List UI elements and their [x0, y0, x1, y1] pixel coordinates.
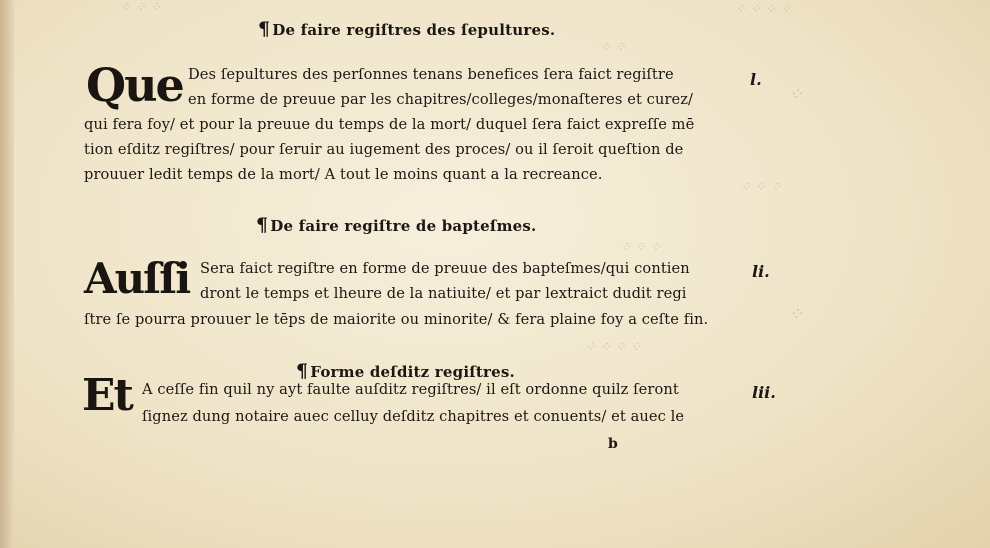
- show-through-text: ⁘ ⁘ ⁘: [740, 180, 781, 195]
- show-through-text: ⁘ ⁘ ⁘: [120, 0, 161, 15]
- margin-number: lii.: [752, 383, 776, 402]
- heading-text: De faire regiſtre de bapteſmes.: [270, 217, 537, 235]
- show-through-margin: ⁘: [788, 304, 804, 325]
- text-line: tion eſditz regiſtres/ pour ſeruir au iugement des proces/ ou il ſeroit queſtion de: [84, 141, 684, 158]
- show-through-margin: ⁘: [788, 84, 804, 105]
- section-heading: [258, 18, 555, 40]
- text-line: dront le temps et lheure de la natiuite/ et par lextraict dudit regi: [200, 285, 687, 302]
- pilcrow-icon: ¶: [296, 360, 309, 382]
- section-heading: [256, 214, 536, 236]
- margin-number: li.: [752, 262, 770, 281]
- pilcrow-icon: ¶: [258, 18, 271, 40]
- pilcrow-icon: ¶: [256, 214, 269, 236]
- text-line: qui fera foy/ et pour la preuue du temps de la mort/ duquel ſera faict expreſſe mē: [84, 116, 695, 133]
- heading-text: De faire regiſtres des ſepultures.: [272, 21, 556, 39]
- text-line: ſignez dung notaire auec celluy deſditz chapitres et conuents/ et auec le: [142, 408, 685, 425]
- margin-number: l.: [750, 70, 762, 89]
- drop-capital: Auſſi: [84, 254, 190, 303]
- drop-capital: Et: [82, 370, 132, 421]
- show-through-text: ⁘ ⁘ ⁘ ⁘: [735, 2, 791, 17]
- show-through-text: ⁘ ⁘: [600, 40, 626, 55]
- section-heading: [296, 360, 515, 382]
- text-line: en forme de preuue par les chapitres/colleges/monaſteres et curez/: [188, 91, 694, 108]
- text-line: ſtre ſe pourra prouuer le tēps de maiorite ou minorite/ & fera plaine foy a ceſte fin.: [84, 311, 709, 328]
- drop-capital: Que: [86, 58, 183, 112]
- text-line: prouuer ledit temps de la mort/ A tout le moins quant a la recreance.: [84, 166, 603, 183]
- show-through-text: ⁘ ⁘ ⁘ ⁘: [585, 340, 641, 355]
- text-line: Sera faict regiſtre en forme de preuue des bapteſmes/qui contien: [200, 260, 690, 277]
- show-through-text: ⁘ ⁘ ⁘: [620, 240, 661, 255]
- signature-mark: b: [608, 436, 618, 452]
- heading-text: Forme deſditz regiſtres.: [310, 363, 515, 381]
- text-line: Des ſepultures des perſonnes tenans benefices ſera faict regiſtre: [188, 66, 674, 83]
- text-line: A ceſſe fin quil ny ayt faulte auſditz regiſtres/ il eſt ordonne quilz ſeront: [142, 381, 679, 398]
- page-gutter: [0, 0, 14, 548]
